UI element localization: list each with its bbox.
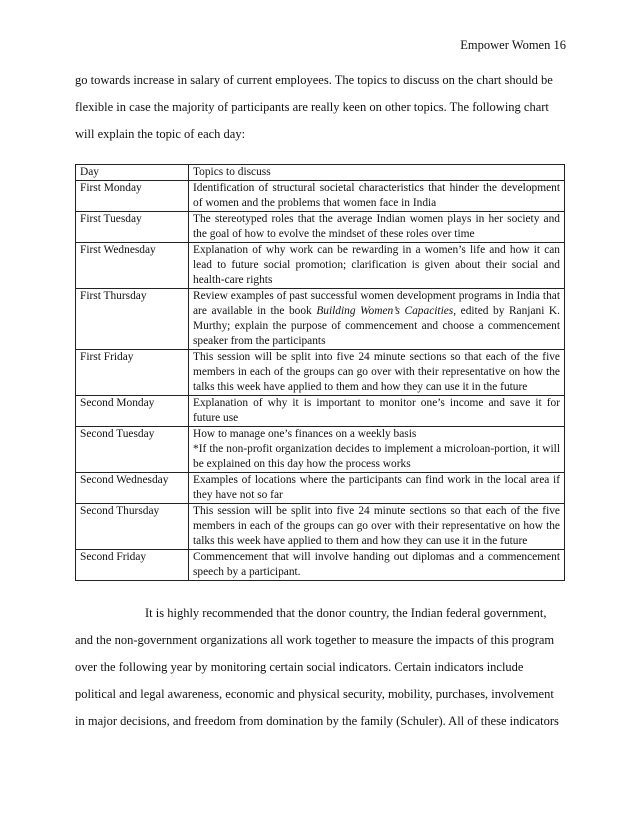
table-row: [76, 396, 565, 427]
table-header-row: [76, 165, 565, 181]
topic-cell: This session will be split into five 24 minute sections so that each of the five members in each of the groups can go over with their representative on how the talks this week have applied to them and how they can use it in the future: [189, 350, 565, 396]
text-line: over the following year by monitoring certain social indicators. Certain indicators include: [75, 660, 524, 674]
topic-cell: Explanation of why it is important to monitor one’s income and save it for future use: [189, 396, 565, 427]
text-line: in major decisions, and freedom from domination by the family (Schuler). All of these indicators: [75, 714, 559, 728]
header-day: Day: [76, 165, 189, 181]
page-header: Empower Women 16: [460, 38, 566, 52]
day-cell: First Tuesday: [76, 212, 189, 243]
day-cell: First Friday: [76, 350, 189, 396]
table-row: [76, 243, 565, 289]
topic-cell: Explanation of why work can be rewarding in a women’s life and how it can lead to future social promotion; clarification is given about their social and health-care rights: [189, 243, 565, 289]
schedule-table: [75, 164, 565, 581]
topic-cell: Commencement that will involve handing out diplomas and a commencement speech by a participant.: [189, 550, 565, 581]
table-row: [76, 473, 565, 504]
table-row: [76, 550, 565, 581]
day-cell: First Thursday: [76, 289, 189, 350]
topic-text: How to manage one’s finances on a weekly basis: [193, 428, 417, 440]
table-row: [76, 427, 565, 473]
topic-note: *If the non-profit organization decides to implement a microloan-portion, it will be explained on this day how the process works: [193, 443, 560, 470]
day-cell: Second Wednesday: [76, 473, 189, 504]
day-cell: Second Friday: [76, 550, 189, 581]
table-row: [76, 504, 565, 550]
table-row: [76, 350, 565, 396]
book-title: Building Women’s Capacities,: [316, 305, 457, 317]
text-line: go towards increase in salary of current employees. The topics to discuss on the chart should be: [75, 73, 553, 87]
table-row: [76, 212, 565, 243]
text-line: flexible in case the majority of participants are really keen on other topics. The following chart: [75, 100, 549, 114]
topic-cell: The stereotyped roles that the average Indian women plays in her society and the goal of how to evolve the mindset of these roles over time: [189, 212, 565, 243]
closing-paragraph: [75, 600, 565, 735]
text-line: and the non-government organizations all work together to measure the impacts of this program: [75, 633, 555, 647]
day-cell: Second Monday: [76, 396, 189, 427]
topic-text: edited by Ranjani K. Murthy; explain the purpose of commencement and choose a commencement speaker from the participants: [193, 305, 561, 347]
day-cell: Second Tuesday: [76, 427, 189, 473]
day-cell: First Wednesday: [76, 243, 189, 289]
topic-cell: [189, 289, 565, 350]
table-row: [76, 181, 565, 212]
text-line: It is highly recommended that the donor country, the Indian federal government,: [145, 606, 547, 620]
text-line: will explain the topic of each day:: [75, 127, 246, 141]
table-row: [76, 289, 565, 350]
day-cell: Second Thursday: [76, 504, 189, 550]
day-cell: First Monday: [76, 181, 189, 212]
header-topics: Topics to discuss: [189, 165, 565, 181]
topic-cell: This session will be split into five 24 minute sections so that each of the five members in each of the groups can go over with their representative on how the talks this week have applied to them and how they can use it in the future: [189, 504, 565, 550]
text-line: political and legal awareness, economic and physical security, mobility, purchases, involvement: [75, 687, 554, 701]
topic-cell: Identification of structural societal characteristics that hinder the development of women and the problems that women face in India: [189, 181, 565, 212]
topic-text: Review examples of past successful women development programs in India that are available in the book: [193, 290, 560, 317]
intro-paragraph: [75, 67, 565, 148]
topic-cell: [189, 427, 565, 473]
topic-cell: Examples of locations where the participants can find work in the local area if they have not so far: [189, 473, 565, 504]
